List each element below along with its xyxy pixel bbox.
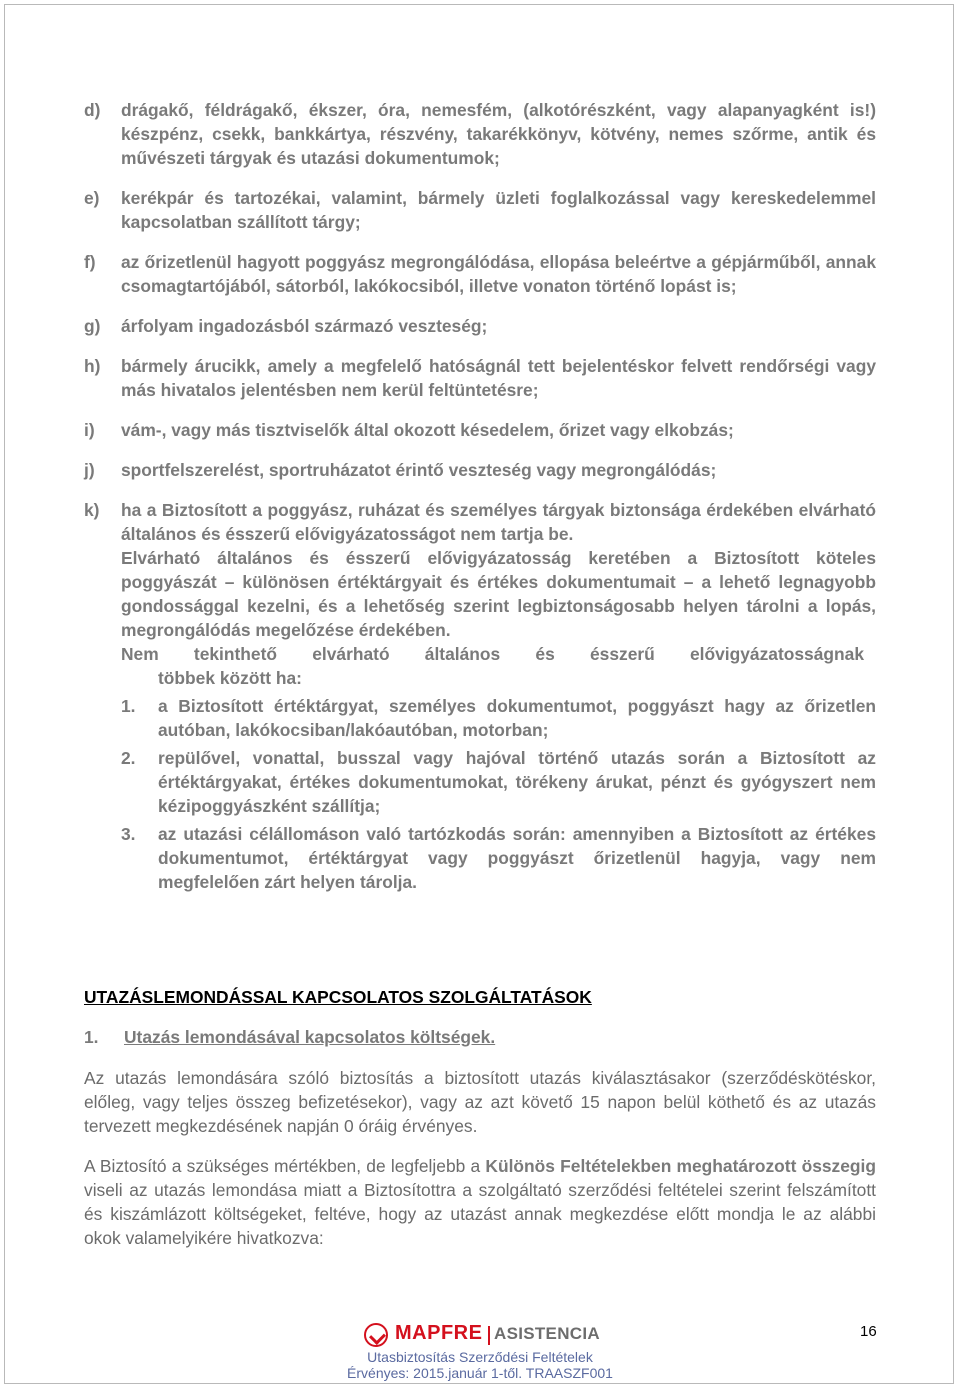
page-footer — [0, 1318, 960, 1382]
list-item — [84, 98, 876, 170]
subsection-title — [84, 1025, 495, 1049]
numbered-item — [121, 746, 876, 818]
item-text: drágakő, féldrágakő, ékszer, óra, nemesfém, (alkotórészként, vagy alapanyagként is!) készpénz, csekk, bankkártya, részvény, takarékkönyv, kötvény, nemes szőrme, antik és művészeti tárgyak és utazási dokumentumok; — [121, 100, 876, 168]
numbered-item — [121, 822, 876, 894]
item-label: j) — [84, 460, 95, 480]
item-label: h) — [84, 356, 101, 376]
numbered-item-text: repülővel, vonattal, busszal vagy hajóval történő utazás során a Biztosított az értéktárgyakat, értékes dokumentumokat, törékeny árukat, pénzt és gyógyszert nem kézipoggyászként szállítja; — [158, 748, 876, 816]
numbered-item-text: a Biztosított értéktárgyat, személyes dokumentumot, poggyászt hagy az őrizetlen autóban, lakókocsiban/lakóautóban, motorban; — [158, 696, 876, 740]
intro-line: többek között ha: — [158, 668, 302, 688]
item-label: i) — [84, 420, 95, 440]
page-number: 16 — [860, 1323, 877, 1340]
list-item — [84, 314, 876, 338]
mapfre-logo — [364, 1321, 604, 1349]
intro-line: Nem tekinthető elvárható általános és ésszerű elővigyázatosságnak — [121, 644, 864, 664]
mapfre-emblem-icon — [364, 1323, 388, 1347]
numbered-item-label: 2. — [121, 748, 136, 768]
list-item — [84, 250, 876, 298]
item-text: sportfelszerelést, sportruházatot érintő veszteség vagy megrongálódás; — [121, 460, 717, 480]
item-text: bármely árucikk, amely a megfelelő hatóságnál tett bejelentéskor felvett rendőrségi vagy más hivatalos jelentésben nem kerül feltüntetésre; — [121, 356, 876, 400]
not-considered-intro — [121, 642, 876, 690]
item-label: g) — [84, 316, 101, 336]
subsection-text: Utazás lemondásával kapcsolatos költségek. — [124, 1027, 496, 1047]
paragraph-text: viseli az utazás lemondása miatt a Biztosítottra a szolgáltató szerződési feltételei szerint felszámított és kiszámlázott költségeket, feltéve, hogy az utazást annak megkezdése előtt mondja le az alábbi okok valamelyikére hivatkozva: — [84, 1180, 876, 1248]
item-text: ha a Biztosított a poggyász, ruházat és személyes tárgyak biztonsága érdekében elvárható általános és ésszerű elővigyázatosságot nem tartja be. — [121, 500, 876, 544]
item-label: e) — [84, 188, 100, 208]
list-item — [84, 418, 876, 442]
numbered-item-label: 3. — [121, 824, 136, 844]
logo-brand: MAPFRE — [395, 1322, 483, 1344]
subsection-number: 1. — [84, 1027, 99, 1047]
item-label: f) — [84, 252, 96, 272]
paragraph: Az utazás lemondására szóló biztosítás a biztosított utazás kiválasztásakor (szerződéskötéskor, előleg, vagy teljes összeg befizetésekor), vagy az azt követő 15 napon belül köthető és az utazás tervezett megkezdésének napján 0 óráig érvényes. — [84, 1068, 876, 1136]
item-label: d) — [84, 100, 101, 120]
logo-subbrand: ASISTENCIA — [494, 1324, 600, 1343]
numbered-item — [121, 694, 876, 742]
footer-validity: Érvényes: 2015.január 1-től. TRAASZF001 — [347, 1365, 613, 1381]
footer-title: Utasbiztosítás Szerződési Feltételek — [367, 1349, 593, 1365]
list-item-k — [84, 498, 876, 894]
list-item — [84, 458, 876, 482]
section-heading: UTAZÁSLEMONDÁSSAL KAPCSOLATOS SZOLGÁLTATÁSOK — [84, 987, 592, 1007]
numbered-item-text: az utazási célállomáson való tartózkodás során: amennyiben a Biztosított az értékes dokumentumot, értéktárgyat vagy poggyászt őrizetlenül hagyja, vagy nem megfelelően zárt helyen tárolja. — [158, 824, 876, 892]
item-text: vám-, vagy más tisztviselők által okozott késedelem, őrizet vagy elkobzás; — [121, 420, 734, 440]
paragraph-text: A Biztosító a szükséges mértékben, de legfeljebb a — [84, 1156, 486, 1176]
paragraph — [84, 1154, 876, 1250]
item-label: k) — [84, 500, 100, 520]
list-item — [84, 354, 876, 402]
logo-divider — [488, 1326, 490, 1345]
item-text: az őrizetlenül hagyott poggyász megrongálódása, ellopása beleértve a gépjárműből, annak csomagtartójából, sátorból, lakókocsiból, illetve vonaton történő lopást is; — [121, 252, 876, 296]
item-text: árfolyam ingadozásból származó veszteség; — [121, 316, 488, 336]
item-text: kerékpár és tartozékai, valamint, bármely üzleti foglalkozással vagy kereskedelemmel kapcsolatban szállított tárgy; — [121, 188, 876, 232]
list-item — [84, 186, 876, 234]
precaution-definition: Elvárható általános és ésszerű elővigyázatosság keretében a Biztosított köteles poggyászát – különösen értéktárgyait és értékes dokumentumait – a lehető legnagyobb gondossággal kezelni, és a lehetőség szerint legbiztonságosabb helyen tárolni a lopás, megrongálódás megelőzése érdekében. — [121, 548, 876, 640]
exclusions-list — [84, 98, 876, 894]
paragraph-bold-text: Különös Feltételekben meghatározott összegig — [485, 1156, 876, 1176]
numbered-item-label: 1. — [121, 696, 136, 716]
